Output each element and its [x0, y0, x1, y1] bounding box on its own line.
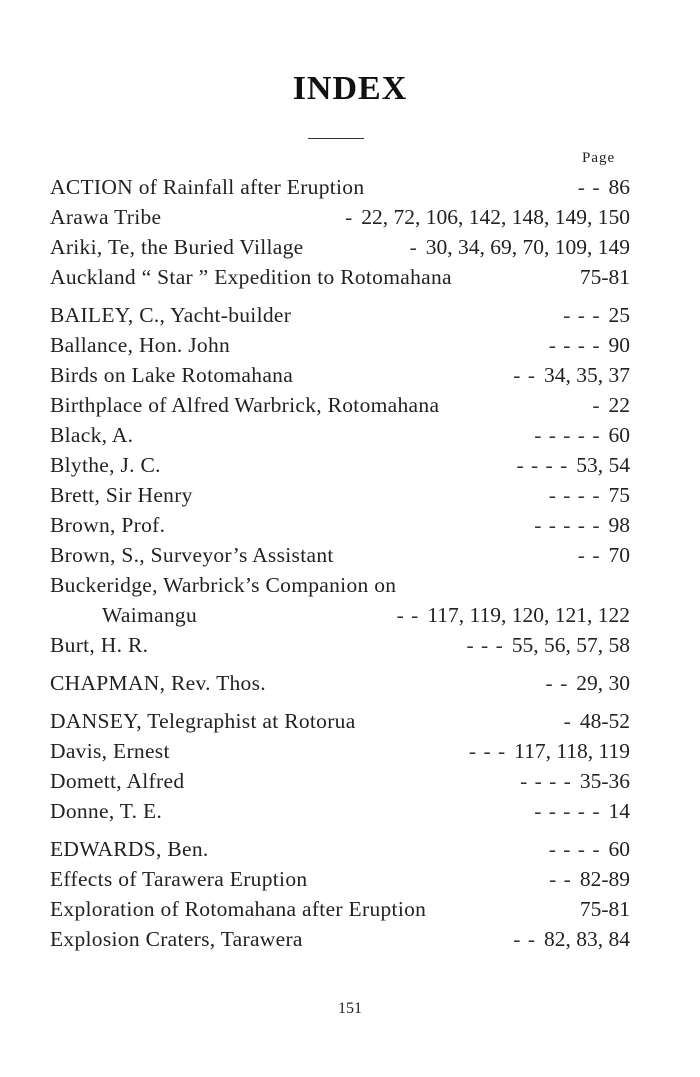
entry-leader: - - - - -	[534, 513, 601, 537]
entry-leader: - - - -	[520, 769, 572, 793]
entry-leader: - -	[577, 543, 601, 567]
page-number: 151	[338, 1000, 362, 1017]
index-group	[50, 671, 630, 701]
entry-pages: 117, 119, 120, 121, 122	[427, 603, 630, 627]
entry-text: Auckland “ Star ” Expedition to Rotomahana	[50, 265, 452, 289]
entry-text: Donne, T. E.	[50, 799, 163, 823]
entry-text: Ariki, Te, the Buried Village	[50, 235, 304, 259]
entry-pages: 60	[608, 423, 630, 447]
entry-pages: 117, 118, 119	[514, 739, 630, 763]
index-entry	[50, 513, 630, 543]
index-entry	[50, 303, 630, 333]
entry-pages: 75	[608, 483, 630, 507]
entry-text: Black, A.	[50, 423, 134, 447]
index-entry	[50, 769, 630, 799]
entry-text: Birds on Lake Rotomahana	[50, 363, 294, 387]
index-group	[50, 303, 630, 663]
entry-pages: 82, 83, 84	[544, 927, 630, 951]
entry-text: Effects of Tarawera Eruption	[50, 867, 308, 891]
entry-leader: - - - - -	[534, 423, 601, 447]
entry-text: Brett, Sir Henry	[50, 483, 193, 507]
entry-leader: - - - -	[548, 333, 601, 357]
entry-leader: - -	[513, 363, 536, 387]
entry-leader: - -	[577, 175, 601, 199]
entry-pages: 75-81	[579, 897, 630, 921]
entry-leader: -	[345, 205, 354, 229]
index-entry	[50, 897, 630, 927]
index-entry	[50, 393, 630, 423]
entry-pages: 98	[608, 513, 630, 537]
index-entry	[50, 453, 630, 483]
index-entry	[50, 799, 630, 829]
entry-text: BAILEY, C., Yacht-builder	[50, 303, 292, 327]
entry-text: Waimangu	[102, 603, 198, 627]
page-column-heading: Page	[582, 150, 616, 166]
entry-leader: - - -	[466, 633, 504, 657]
entry-leader: -	[563, 709, 572, 733]
index-entry	[50, 739, 630, 769]
index-entries	[50, 175, 630, 965]
entry-pages: 34, 35, 37	[544, 363, 630, 387]
entry-pages: 75-81	[579, 265, 630, 289]
entry-leader: - -	[513, 927, 536, 951]
entry-text: Exploration of Rotomahana after Eruption	[50, 897, 427, 921]
index-entry	[50, 265, 630, 295]
entry-pages: 22, 72, 106, 142, 148, 149, 150	[361, 205, 630, 229]
entry-pages: 86	[608, 175, 630, 199]
entry-text: DANSEY, Telegraphist at Rotorua	[50, 709, 356, 733]
index-title: INDEX	[292, 70, 408, 107]
index-entry	[50, 927, 630, 957]
entry-pages: 25	[608, 303, 630, 327]
index-entry	[50, 633, 630, 663]
entry-text: CHAPMAN, Rev. Thos.	[50, 671, 266, 695]
index-entry	[50, 837, 630, 867]
index-entry	[50, 709, 630, 739]
index-entry	[50, 363, 630, 393]
entry-text: Davis, Ernest	[50, 739, 170, 763]
index-entry	[50, 603, 630, 633]
entry-leader: - -	[545, 671, 569, 695]
entry-leader: - - - -	[516, 453, 569, 477]
index-entry	[50, 483, 630, 513]
entry-text: Ballance, Hon. John	[50, 333, 231, 357]
index-entry	[50, 423, 630, 453]
index-group	[50, 837, 630, 957]
entry-leader: -	[409, 235, 418, 259]
entry-text: Buckeridge, Warbrick’s Companion on	[50, 573, 397, 597]
index-entry	[50, 573, 630, 603]
entry-leader: - - -	[563, 303, 601, 327]
entry-pages: 30, 34, 69, 70, 109, 149	[425, 235, 630, 259]
entry-text: EDWARDS, Ben.	[50, 837, 209, 861]
entry-text: Birthplace of Alfred Warbrick, Rotomahana	[50, 393, 440, 417]
index-group	[50, 709, 630, 829]
entry-leader: -	[592, 393, 601, 417]
entry-pages: 60	[608, 837, 630, 861]
entry-text: Arawa Tribe	[50, 205, 162, 229]
entry-pages: 55, 56, 57, 58	[511, 633, 630, 657]
index-entry	[50, 175, 630, 205]
entry-pages: 82-89	[579, 867, 630, 891]
entry-text: Burt, H. R.	[50, 633, 149, 657]
entry-pages: 14	[608, 799, 630, 823]
index-group	[50, 175, 630, 295]
entry-text: Explosion Craters, Tarawera	[50, 927, 303, 951]
entry-pages: 90	[608, 333, 630, 357]
index-entry	[50, 543, 630, 573]
index-entry	[50, 671, 630, 701]
entry-leader: - - - -	[548, 837, 601, 861]
entry-pages: 35-36	[579, 769, 630, 793]
index-entry	[50, 333, 630, 363]
entry-pages: 48-52	[579, 709, 630, 733]
entry-text: Brown, S., Surveyor’s Assistant	[50, 543, 334, 567]
entry-text: Blythe, J. C.	[50, 453, 161, 477]
entry-leader: - -	[396, 603, 420, 627]
entry-leader: - -	[549, 867, 572, 891]
entry-text: Domett, Alfred	[50, 769, 185, 793]
title-rule	[308, 138, 364, 139]
entry-text: ACTION of Rainfall after Eruption	[50, 175, 365, 199]
entry-pages: 22	[608, 393, 630, 417]
index-entry	[50, 205, 630, 235]
entry-pages: 53, 54	[576, 453, 630, 477]
entry-leader: - - - - -	[534, 799, 601, 823]
index-entry	[50, 235, 630, 265]
entry-leader: - - -	[468, 739, 507, 763]
entry-leader: - - - -	[548, 483, 601, 507]
entry-text: Brown, Prof.	[50, 513, 166, 537]
index-entry	[50, 867, 630, 897]
entry-pages: 70	[608, 543, 630, 567]
entry-pages: 29, 30	[576, 671, 630, 695]
